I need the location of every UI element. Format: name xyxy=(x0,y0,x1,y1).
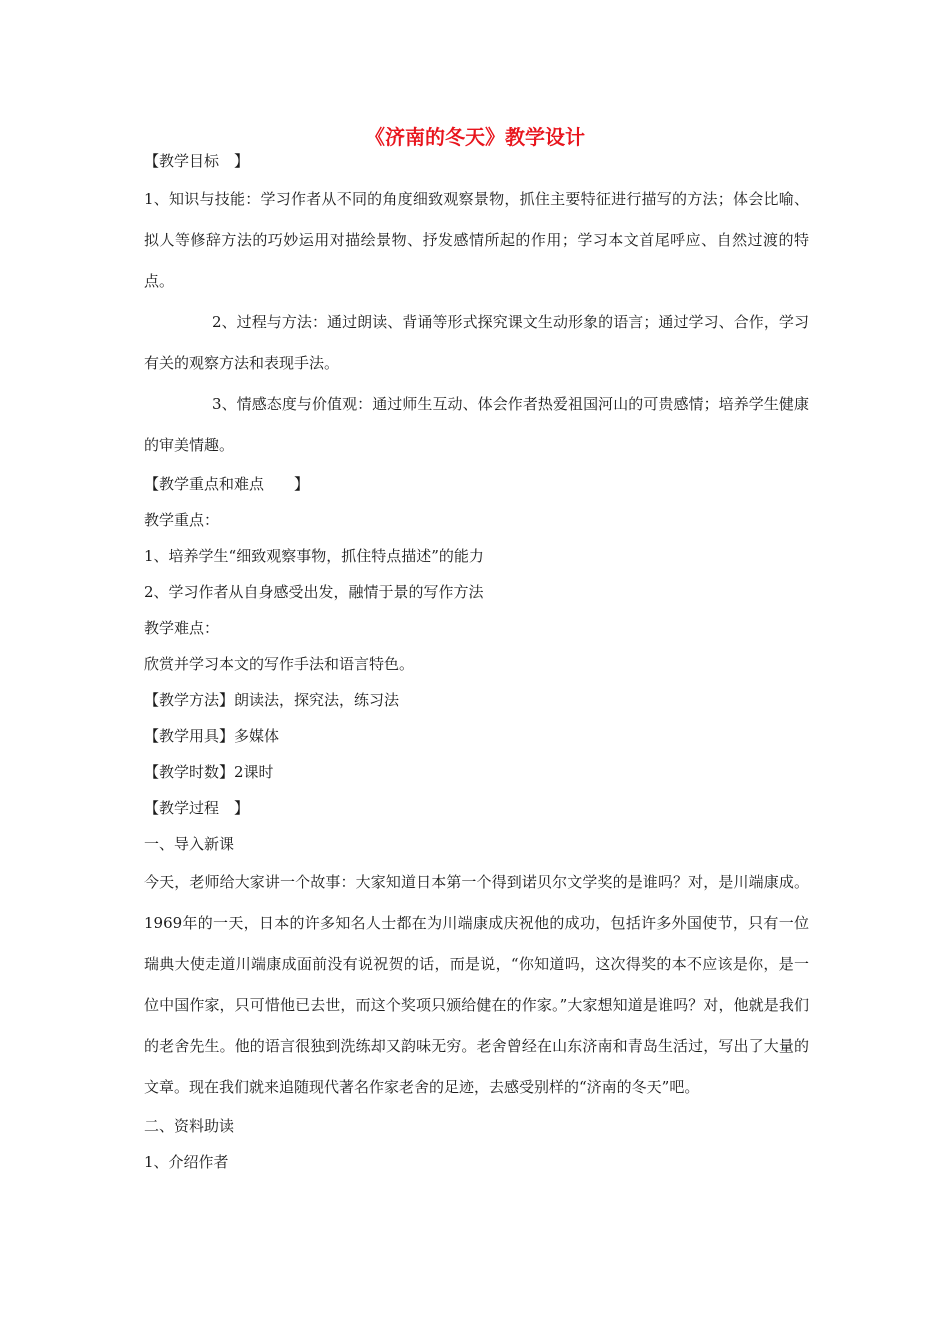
key-point-1: 1、培养学生“细致观察事物，抓住特点描述”的能力 xyxy=(144,547,484,565)
teaching-tools: 【教学用具】多媒体 xyxy=(144,727,280,745)
intro-paragraph: 今天，老师给大家讲一个故事：大家知道日本第一个得到诺贝尔文学奖的是谁吗？对，是川端康成。1969年的一天，日本的许多知名人士都在为川端康成庆祝他的成功，包括许多外国使节，只有一位瑞典大使走道川端康成面前没有说祝贺的话，而是说，“你知道吗，这次得奖的本不应该是你，是一位中国作家，只可惜他已去世，而这个奖项只颁给健在的作家。”大家想知道是谁吗？对，他就是我们的老舍先生。他的语言很独到洗练却又韵味无穷。老舍曾经在山东济南和青岛生活过，写出了大量的文章。现在我们就来追随现代著名作家老舍的足迹，去感受别样的“济南的冬天”吧。 xyxy=(144,873,809,1096)
teaching-hours: 【教学时数】2课时 xyxy=(144,763,274,781)
section-reading-heading: 二、资料助读 xyxy=(144,1117,235,1135)
difficulty-label: 教学难点： xyxy=(144,619,220,637)
section-intro-heading: 一、导入新课 xyxy=(144,835,235,853)
goals-header: 【教学目标 】 xyxy=(144,152,250,170)
goal-process-method: 2、过程与方法：通过朗读、背诵等形式探究课文生动形象的语言；通过学习、合作，学习有关的观察方法和表现手法。 xyxy=(144,313,809,372)
document-body xyxy=(144,146,809,1180)
goal-emotion-values: 3、情感态度与价值观：通过师生互动、体会作者热爱祖国河山的可贵感情；培养学生健康的审美情趣。 xyxy=(144,395,809,454)
author-intro-heading: 1、介绍作者 xyxy=(144,1153,229,1171)
difficulty-1: 欣赏并学习本文的写作手法和语言特色。 xyxy=(144,655,415,673)
key-points-label: 教学重点： xyxy=(144,511,220,529)
teaching-method: 【教学方法】朗读法，探究法，练习法 xyxy=(144,691,400,709)
key-difficulty-header: 【教学重点和难点 】 xyxy=(144,475,310,493)
goal-knowledge-skills: 1、知识与技能：学习作者从不同的角度细致观察景物，抓住主要特征进行描写的方法；体会比喻、拟人等修辞方法的巧妙运用对描绘景物、抒发感情所起的作用；学习本文首尾呼应、自然过渡的特点。 xyxy=(144,190,809,290)
document-title: 《济南的冬天》教学设计 xyxy=(365,125,585,149)
process-header: 【教学过程 】 xyxy=(144,799,250,817)
key-point-2: 2、学习作者从自身感受出发，融情于景的写作方法 xyxy=(144,583,484,601)
